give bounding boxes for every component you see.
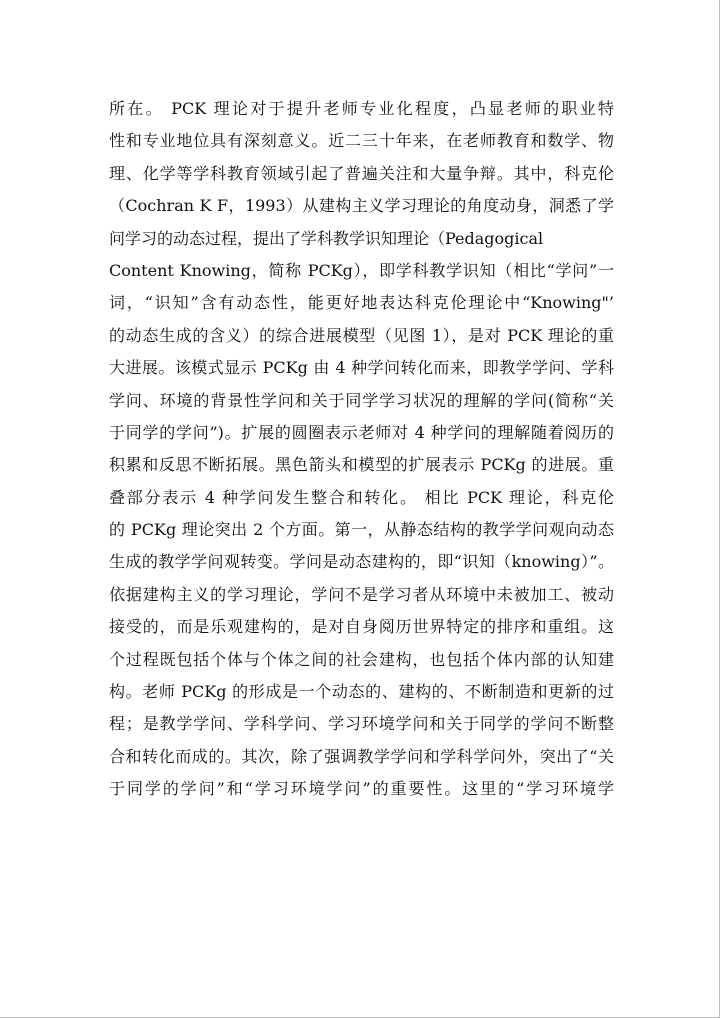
- text-line: 的动态生成的含义）的综合进展模型（见图 1），是对 PCK 理论的重: [109, 325, 614, 345]
- text-line: 合和转化而成的。其次，除了强调教学学问和学科学问外，突出了“关: [109, 746, 614, 766]
- text-line: 于同学的学问”和“学习环境学问”的重要性。这里的“学习环境学: [109, 779, 614, 799]
- text-line: 叠部分表示 4 种学问发生整合和转化。 相比 PCK 理论，科克伦: [109, 487, 614, 507]
- text-line: 问学习的动态过程，提出了学科教学识知理论（Pedagogical: [109, 228, 544, 248]
- text-line: 构。老师 PCKg 的形成是一个动态的、建构的、不断制造和更新的过: [109, 682, 614, 702]
- text-line: Content Knowing，简称 PCKg），即学科教学识知（相比“学问”一: [109, 260, 614, 280]
- text-line: 积累和反思不断拓展。黑色箭头和模型的扩展表示 PCKg 的进展。重: [109, 455, 614, 475]
- text-line: 依据建构主义的学习理论，学问不是学习者从环境中未被加工、被动: [109, 584, 614, 604]
- text-line: 于同学的学问”)。扩展的圆圈表示老师对 4 种学问的理解随着阅历的: [109, 422, 614, 442]
- text-line: 所在。 PCK 理论对于提升老师专业化程度，凸显老师的职业特: [109, 99, 614, 118]
- text-line: 词，“识知”含有动态性，能更好地表达科克伦理论中“Knowing"’: [109, 293, 614, 313]
- text-line: 接受的，而是乐观建构的，是对自身阅历世界特定的排序和重组。这: [109, 617, 614, 637]
- text-line: （Cochran K F，1993）从建构主义学习理论的角度动身，洞悉了学: [109, 196, 614, 216]
- text-line: 程；是教学学问、学科学问、学习环境学问和关于同学的学问不断整: [109, 714, 614, 734]
- text-line: 个过程既包括个体与个体之间的社会建构，也包括个体内部的认知建: [109, 649, 614, 669]
- text-line: 理、化学等学科教育领域引起了普遍关注和大量争辩。其中，科克伦: [109, 163, 614, 183]
- text-line: 性和专业地位具有深刻意义。近二三十年来，在老师教育和数学、物: [109, 131, 614, 151]
- text-line: 生成的教学学问观转变。学问是动态建构的，即“识知（knowing）”。: [109, 552, 614, 572]
- body-text: [109, 93, 614, 806]
- text-line: 的 PCKg 理论突出 2 个方面。第一，从静态结构的教学学问观向动态: [109, 520, 614, 540]
- text-line: 学问、环境的背景性学问和关于同学学习状况的理解的学问(简称“关: [109, 390, 614, 410]
- text-line: 大进展。该模式显示 PCKg 由 4 种学问转化而来，即教学学问、学科: [109, 358, 614, 378]
